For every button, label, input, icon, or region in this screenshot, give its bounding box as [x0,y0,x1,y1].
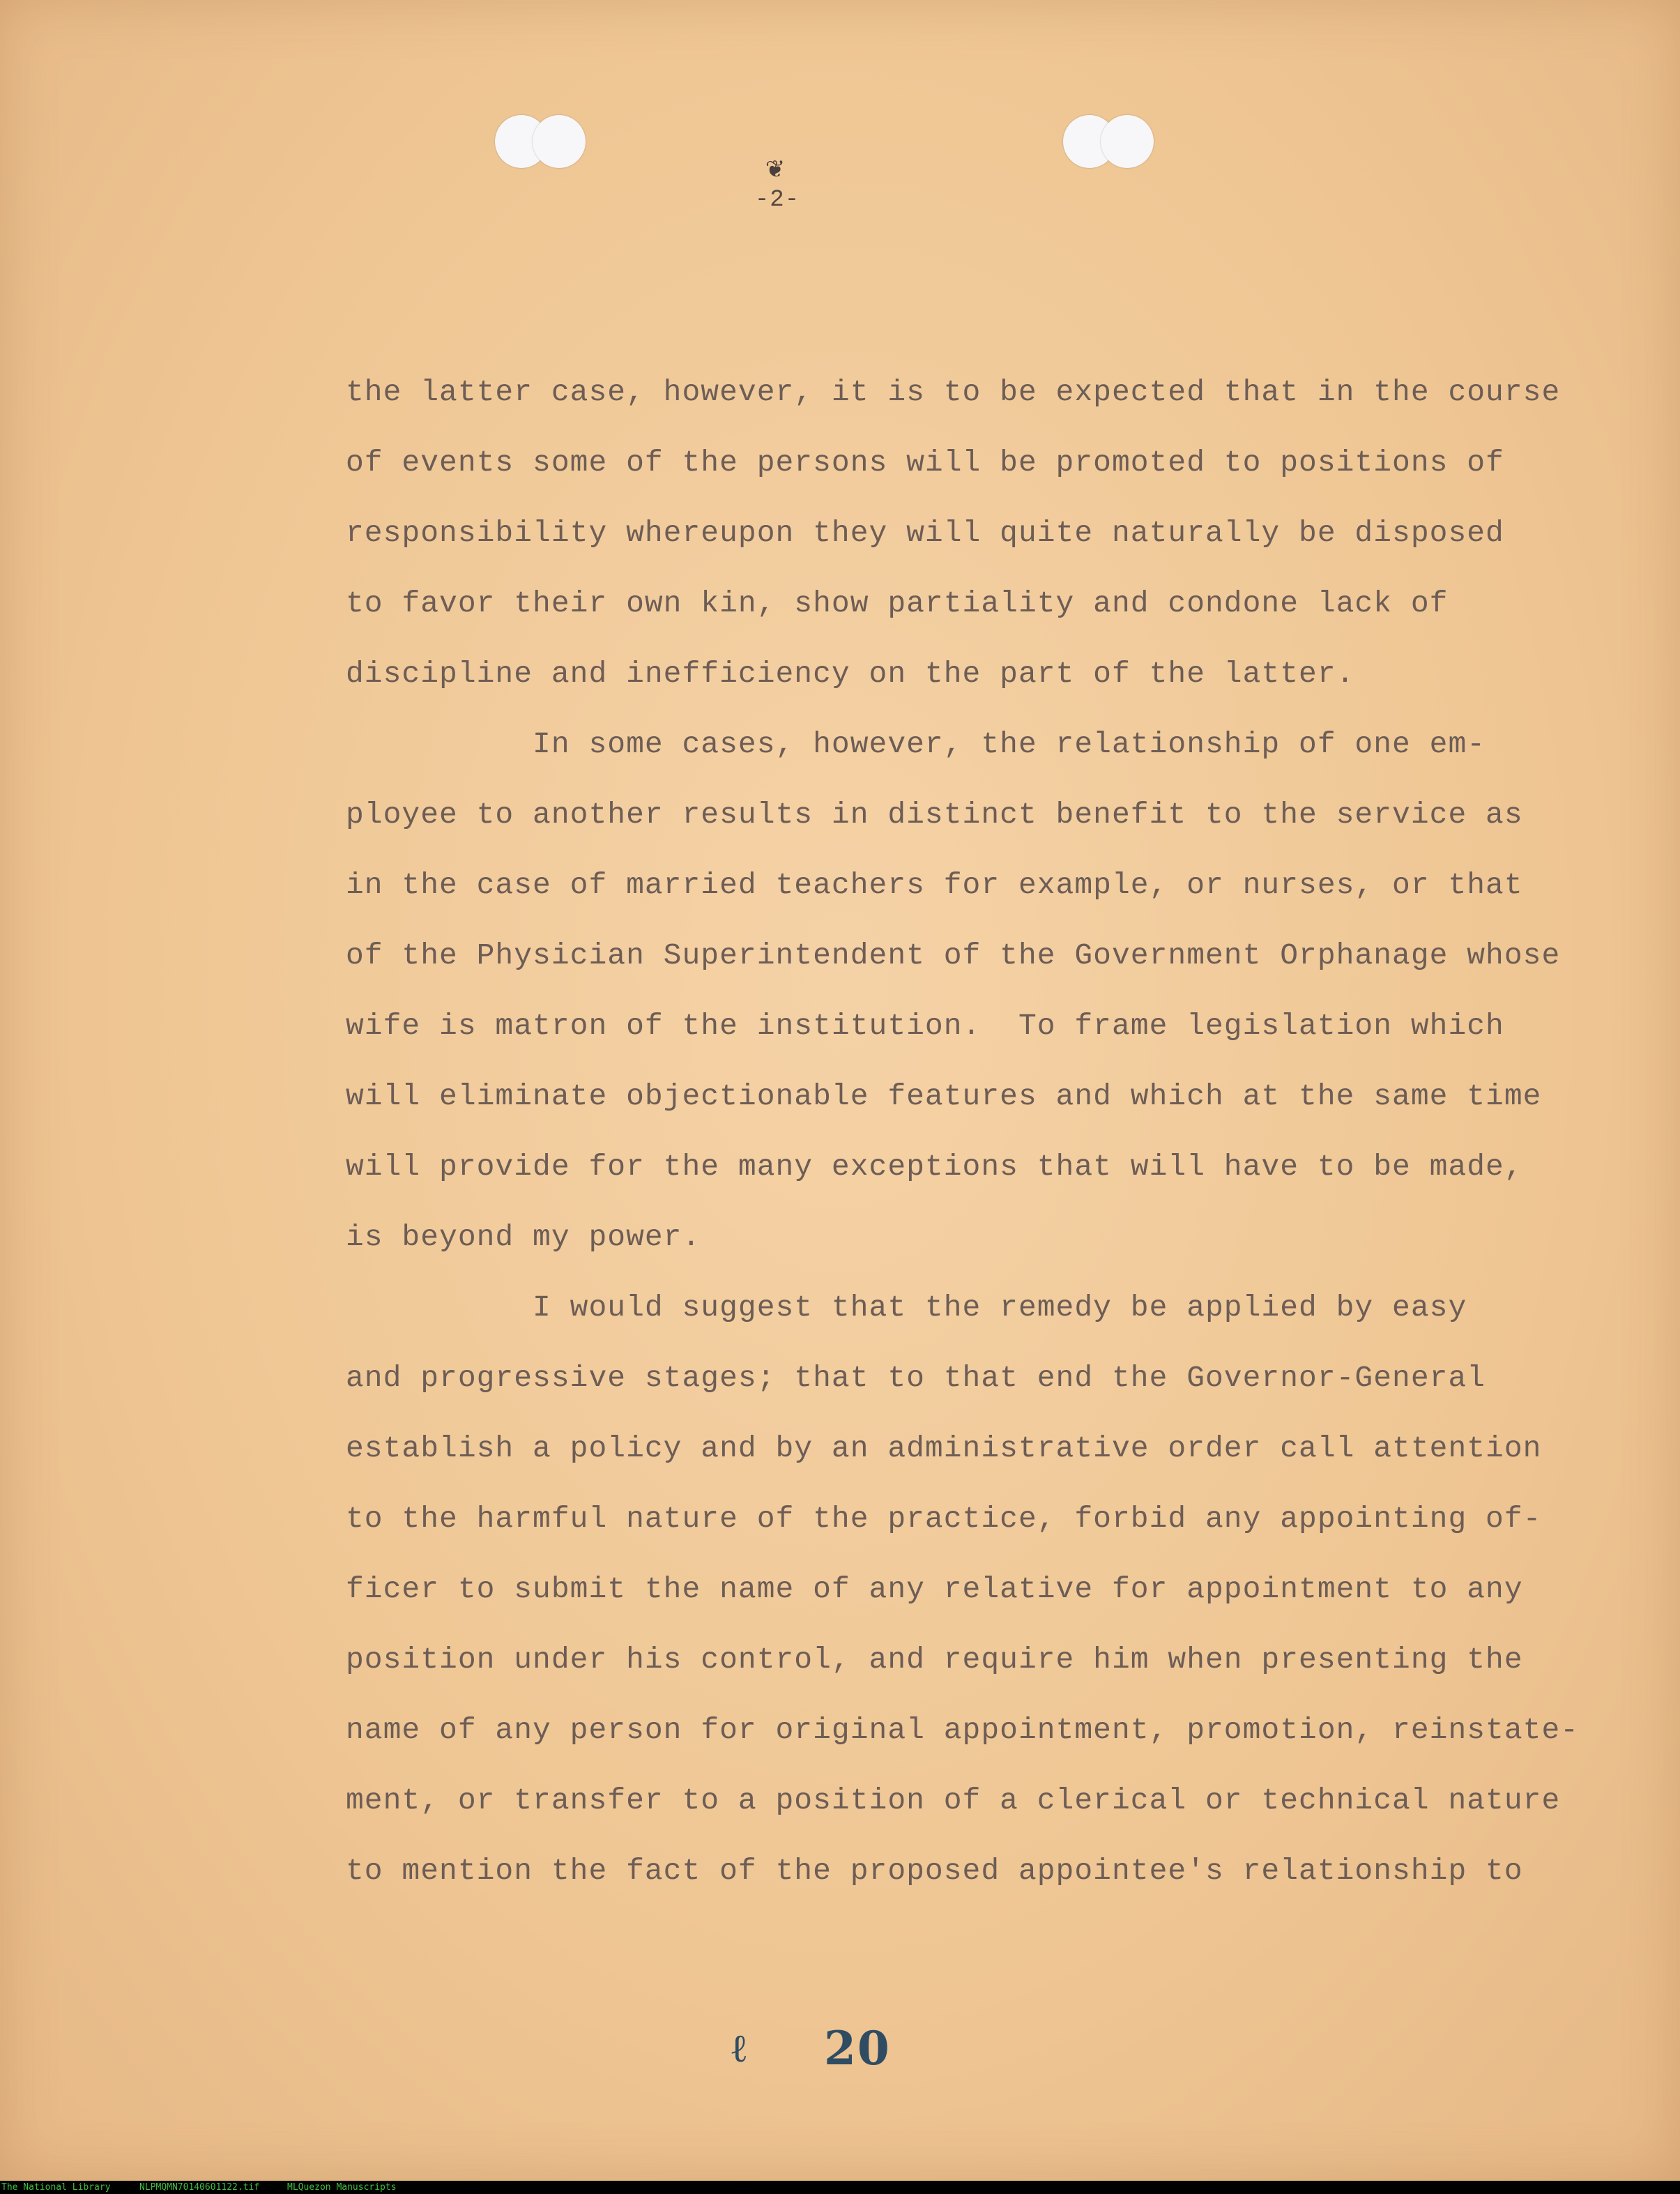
text-line: to the harmful nature of the practice, forbid any appointing of- [346,1502,1542,1536]
text-line: is beyond my power. [346,1220,701,1254]
ornament-icon: ❦ [765,155,786,183]
page-number: -2- [754,187,800,213]
text-line: In some cases, however, the relationship of one em- [346,727,1486,761]
text-line: discipline and inefficiency on the part of the latter. [346,657,1355,691]
scan-footer-bar [0,2181,1680,2194]
text-line: of events some of the persons will be promoted to positions of [346,445,1504,480]
text-line: will provide for the many exceptions that will have to be made, [346,1150,1523,1184]
stamp-number: 20 [824,2021,891,2075]
footer-collection: MLQuezon Manuscripts [287,2182,397,2193]
footer-library: The National Library [1,2182,111,2193]
typed-body-text [346,357,1580,1906]
text-line: ployee to another results in distinct benefit to the service as [346,798,1523,832]
text-line: to mention the fact of the proposed appointee's relationship to [346,1854,1523,1888]
stamp-mark: ℓ [731,2025,747,2071]
text-line: ficer to submit the name of any relative for appointment to any [346,1572,1523,1606]
punch-hole-left [495,115,586,168]
text-line: to favor their own kin, show partiality and condone lack of [346,586,1449,620]
text-line: name of any person for original appointment, promotion, reinstate- [346,1713,1580,1747]
text-line: and progressive stages; that to that end the Governor-General [346,1361,1486,1395]
text-line: I would suggest that the remedy be applied by easy [346,1290,1467,1325]
footer-file: NLPMQMN70140601122.tif [139,2182,260,2193]
text-line: position under his control, and require him when presenting the [346,1643,1523,1677]
text-line: will eliminate objectionable features and which at the same time [346,1079,1542,1113]
text-line: establish a policy and by an administrative order call attention [346,1431,1542,1465]
punch-hole-right [1063,115,1154,168]
text-line: wife is matron of the institution. To frame legislation which [346,1009,1504,1043]
text-line: ment, or transfer to a position of a clerical or technical nature [346,1783,1561,1818]
text-line: responsibility whereupon they will quite naturally be disposed [346,516,1504,550]
text-line: the latter case, however, it is to be expected that in the course [346,375,1561,409]
text-line: in the case of married teachers for example, or nurses, or that [346,868,1523,902]
text-line: of the Physician Superintendent of the Government Orphanage whose [346,938,1561,973]
